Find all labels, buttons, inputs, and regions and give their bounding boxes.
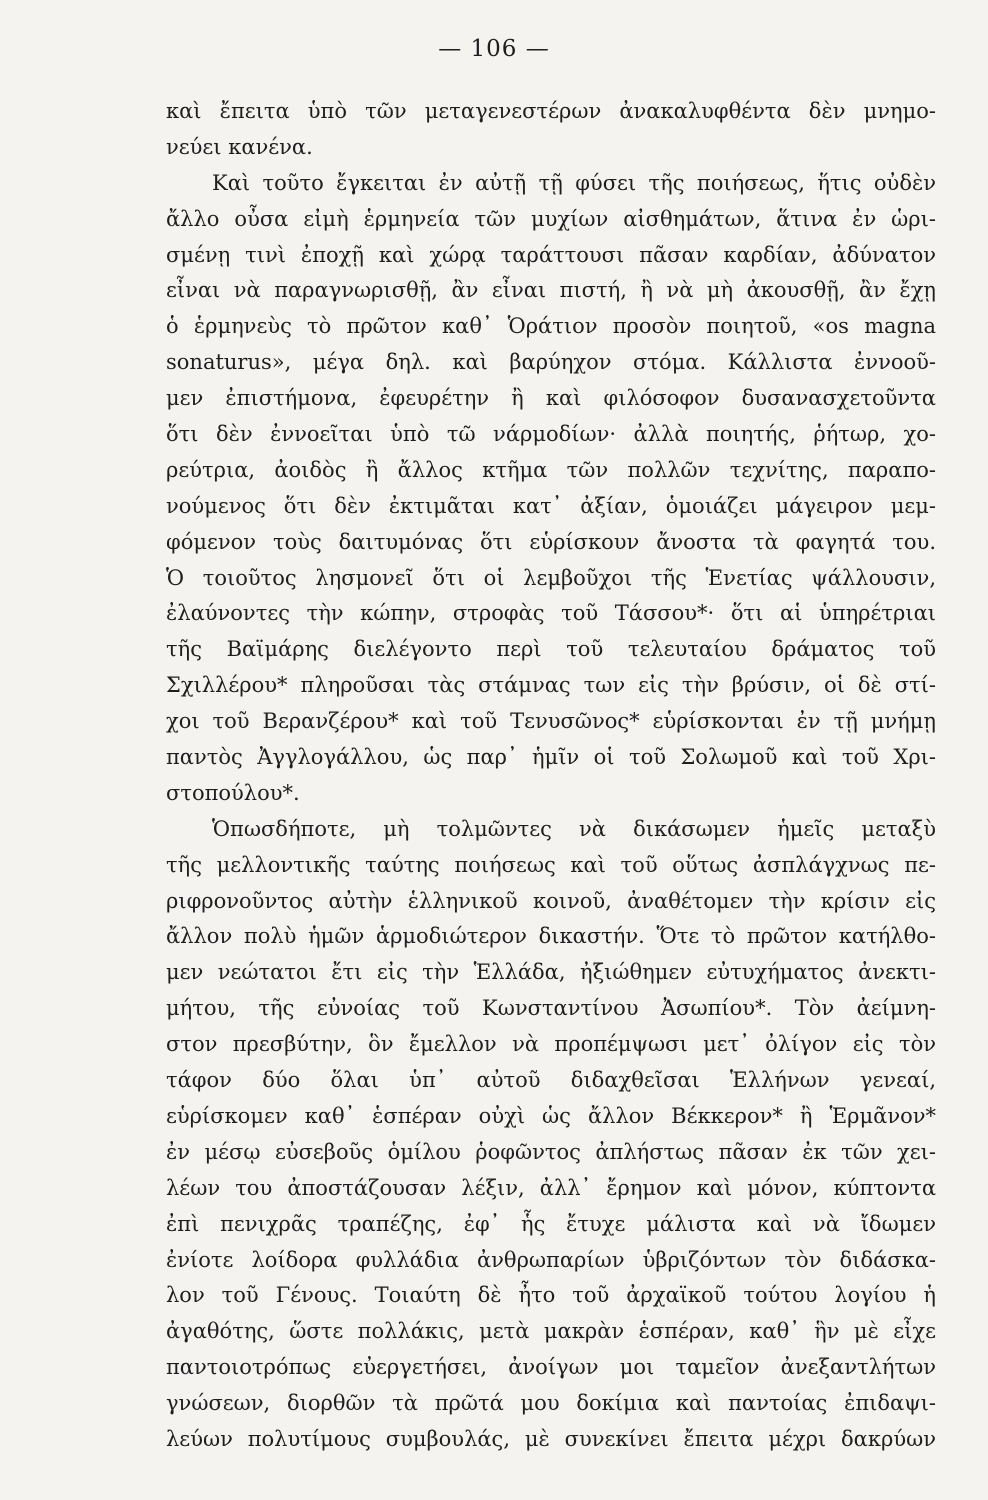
text-line: λον τοῦ Γένους. Τοιαύτη δὲ ἦτο τοῦ ἀρχαϊκοῦ τούτου λογίου ἡ xyxy=(166,1283,936,1308)
text-line: στον πρεσβύτην, ὃν ἔμελλον νὰ προπέμψωσι μετ᾽ ὀλίγον εἰς τὸν xyxy=(166,1032,936,1057)
text-line: ἄλλο οὖσα εἰμὴ ἑρμηνεία τῶν μυχίων αἰσθημάτων, ἅτινα ἐν ὡρι- xyxy=(166,206,936,231)
text-line: ὅτι δὲν ἐννοεῖται ὑπὸ τῶ νάρμοδίων· ἀλλὰ ποιητής, ῥήτωρ, χο- xyxy=(166,422,936,447)
text-line: ἐν μέσῳ εὐσεβοῦς ὁμίλου ῥοφῶντος ἀπλήστως πᾶσαν ἐκ τῶν χει- xyxy=(166,1139,936,1164)
text-line: παντοιοτρόπως εὐεργετήσει, ἀνοίγων μοι ταμεῖον ἀνεξαντλήτων xyxy=(166,1355,936,1380)
text-line: νούμενος ὅτι δὲν ἐκτιμᾶται κατ᾽ ἀξίαν, ὁμοιάζει μάγειρον μεμ- xyxy=(166,493,936,518)
text-line: ἄλλον πολὺ ἡμῶν ἁρμοδιώτερον δικαστήν. Ὅτε τὸ πρῶτον κατήλθο- xyxy=(166,924,936,949)
text-line: τῆς μελλοντικῆς ταύτης ποιήσεως καὶ τοῦ οὕτως ἀσπλάγχνως πε- xyxy=(166,852,936,877)
text-line: ἐνίοτε λοίδορα φυλλάδια ἀνθρωπαρίων ὑβριζόντων τὸν διδάσκα- xyxy=(166,1247,936,1272)
text-line: ὁ ἑρμηνεὺς τὸ πρῶτον καθ᾽ Ὁράτιον προσὸν ποιητοῦ, «os magna xyxy=(166,314,936,339)
text-line: εὑρίσκομεν καθ᾽ ἑσπέραν οὐχὶ ὡς ἄλλον Βέκκερον* ἢ Ἑρμᾶνον* xyxy=(166,1103,936,1128)
text-line: ἐπὶ πενιχρᾶς τραπέζης, ἐφ᾽ ἧς ἔτυχε μάλιστα καὶ νὰ ἴδωμεν xyxy=(166,1211,936,1236)
text-line: παντὸς Ἀγγλογάλλου, ὡς παρ᾽ ἡμῖν οἱ τοῦ Σολωμοῦ καὶ τοῦ Χρι- xyxy=(166,745,936,770)
text-line: τάφον δύο ὅλαι ὑπ᾽ αὐτοῦ διδαχθεῖσαι Ἑλλήνων γενεαί, xyxy=(166,1068,936,1093)
text-line: μήτου, τῆς εὐνοίας τοῦ Κωνσταντίνου Ἀσωπίου*. Τὸν ἀείμνη- xyxy=(166,996,936,1021)
text-line: ἀγαθότης, ὥστε πολλάκις, μετὰ μακρὰν ἑσπέραν, καθ᾽ ἣν μὲ εἶχε xyxy=(166,1319,936,1344)
text-line: μεν ἐπιστήμονα, ἐφευρέτην ἢ καὶ φιλόσοφον δυσανασχετοῦντα xyxy=(166,386,936,411)
text-line: Ὁ τοιοῦτος λησμονεῖ ὅτι οἱ λεμβοῦχοι τῆς Ἑνετίας ψάλλουσιν, xyxy=(166,565,936,590)
text-line: Καὶ τοῦτο ἔγκειται ἐν αὐτῇ τῇ φύσει τῆς ποιήσεως, ἥτις οὐδὲν xyxy=(212,170,936,195)
text-line: Σχιλλέρου* πληροῦσαι τὰς στάμνας των εἰς τὴν βρύσιν, οἱ δὲ στί- xyxy=(166,673,936,698)
text-line: νεύει κανένα. xyxy=(166,134,313,159)
text-line: καὶ ἔπειτα ὑπὸ τῶν μεταγενεστέρων ἀνακαλυφθέντα δὲν μνημο- xyxy=(166,99,936,123)
text-line: Ὁπωσδήποτε, μὴ τολμῶντες νὰ δικάσωμεν ἡμεῖς μεταξὺ xyxy=(212,816,936,841)
page-number: — 106 — xyxy=(438,36,550,62)
text-line: sonaturus», μέγα δηλ. καὶ βαρύηχον στόμα. Κάλλιστα ἐννοοῦ- xyxy=(166,350,936,375)
text-line: φόμενον τοὺς δαιτυμόνας ὅτι εὑρίσκουν ἄνοστα τὰ φαγητά του. xyxy=(166,529,936,554)
text-line: ρεύτρια, ἀοιδὸς ἢ ἄλλος κτῆμα τῶν πολλῶν τεχνίτης, παραπο- xyxy=(166,457,936,482)
text-line: χοι τοῦ Βερανζέρου* καὶ τοῦ Τενυσῶνος* εὑρίσκονται ἐν τῇ μνήμῃ xyxy=(166,709,936,734)
text-line: εἶναι νὰ παραγνωρισθῇ, ἂν εἶναι πιστή, ἢ νὰ μὴ ἀκουσθῇ, ἂν ἔχῃ xyxy=(166,278,936,303)
text-line: γνώσεων, διορθῶν τὰ πρῶτά μου δοκίμια καὶ παντοίας ἐπιδαψι- xyxy=(166,1391,936,1416)
text-line: σμένῃ τινὶ ἐποχῇ καὶ χώρᾳ ταράττουσι πᾶσαν καρδίαν, ἀδύνατον xyxy=(166,242,936,267)
text-line: λεύων πολυτίμους συμβουλάς, μὲ συνεκίνει ἔπειτα μέχρι δακρύων xyxy=(166,1426,936,1451)
text-line: λέων του ἀποστάζουσαν λέξιν, ἀλλ᾽ ἔρημον καὶ μόνον, κύπτοντα xyxy=(166,1175,936,1200)
text-line: μεν νεώτατοι ἔτι εἰς τὴν Ἑλλάδα, ἠξιώθημεν εὐτυχήματος ἀνεκτι- xyxy=(166,960,936,985)
text-line: στοπούλου*. xyxy=(166,780,300,805)
text-line: τῆς Βαϊμάρης διελέγοντο περὶ τοῦ τελευταίου δράματος τοῦ xyxy=(166,637,936,662)
text-line: ἐλαύνοντες τὴν κώπην, στροφὰς τοῦ Τάσσου*· ὅτι αἱ ὑπηρέτριαι xyxy=(166,601,936,626)
text-line: ριφρονοῦντος αὐτὴν ἑλληνικοῦ κοινοῦ, ἀναθέτομεν τὴν κρίσιν εἰς xyxy=(166,888,936,913)
body-text xyxy=(166,94,936,1458)
